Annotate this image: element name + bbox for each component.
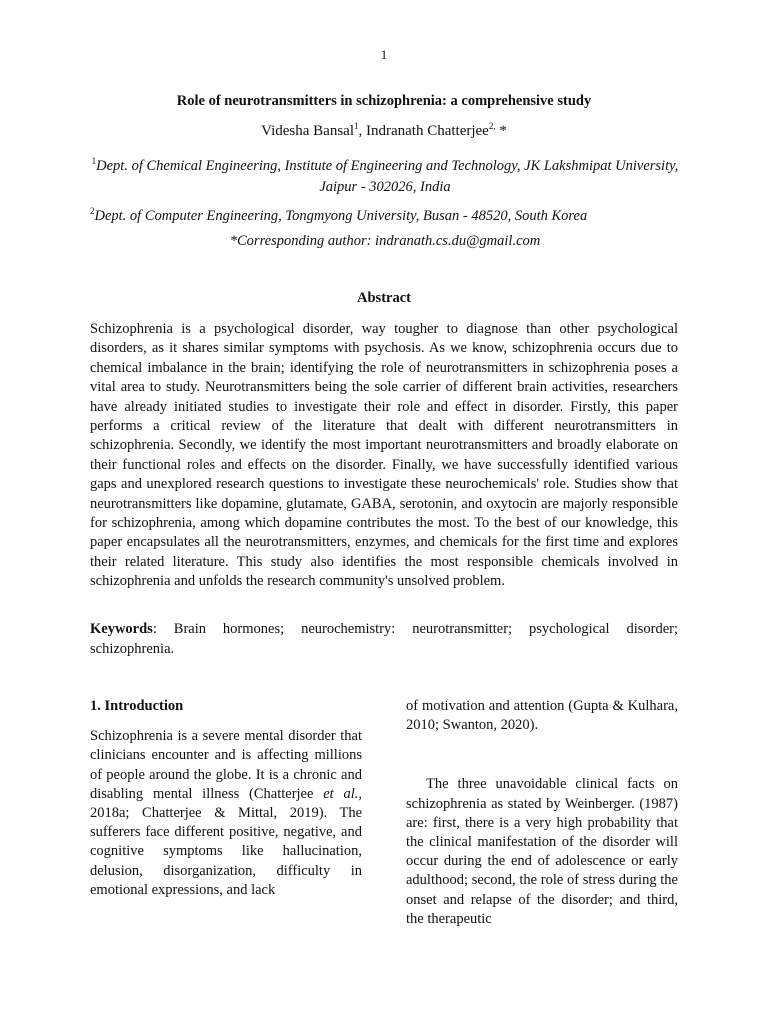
left-column (90, 697, 362, 900)
affiliation-text: Dept. of Chemical Engineering, Institute of Engineering and Technology, JK Lakshmipat University, Jaipur - 302026, India (96, 157, 679, 195)
citation-etal: et al., (323, 785, 362, 802)
affiliation-number: 1 (91, 156, 97, 166)
author-name: Indranath Chatterjee (365, 123, 489, 139)
paragraph-text: 2018a; Chatterjee & Mittal, 2019). The sufferers face different positive, negative, and cognitive symptoms like hallucination, delusion, disorganization, difficulty in emotional expressions, and lack (90, 805, 362, 898)
author-separator: , (358, 123, 366, 139)
keywords-text: : Brain hormones; neurochemistry: neurotransmitter; psychological disorder; schizophrenia. (90, 621, 678, 657)
author-name: Videsha Bansal (261, 123, 354, 139)
paragraph (90, 727, 362, 900)
section-heading: 1. Introduction (90, 698, 184, 714)
abstract-text: Schizophrenia is a psychological disorder, way tougher to diagnose than other psychological disorders, as it shares similar symptoms with psychosis. As we know, schizophrenia occurs due to chemical imbalance in the brain; identifying the role of neurotransmitters in schizophrenia poses a vital area to study. Neurotransmitters being the sole carrier of different brain activities, researchers have already initiated studies to investigate their role and effect in disorder. Firstly, this paper performs a critical review of the literature that dealt with different neurotransmitters in schizophrenia. Secondly, we identify the most important neurotransmitters and broadly elaborate on their functional roles and effects on the disorder. Finally, we have successfully identified various gaps and unexplored research questions to investigate these neurochemicals' role. Studies show that neurotransmitters like dopamine, glutamate, GABA, serotonin, and oxytocin are majorly responsible for schizophrenia, among which dopamine contributes the most. To the best of our knowledge, this paper encapsulates all the neurotransmitters, enzymes, and chemicals for the first time and explores their related literature. This study also identifies the most responsible chemicals involved in schizophrenia and unfolds the research community's unsolved problem. (90, 321, 678, 590)
corresponding-mark: * (495, 123, 507, 139)
corresponding-author: *Corresponding author: indranath.cs.du@gmail.com (229, 233, 541, 249)
abstract-heading: Abstract (357, 290, 411, 306)
paragraph: The three unavoidable clinical facts on schizophrenia as stated by Weinberger. (1987) are: first, there is a very high probability that the clinical manifestation of the disorder will occur during the end of adolescence or early adulthood; second, the role of stress during the onset and relapse of the disorder; and third, the therapeutic (406, 776, 678, 927)
affiliation-1 (90, 151, 680, 198)
affiliation-text: Dept. of Computer Engineering, Tongmyong University, Busan - 48520, South Korea (94, 207, 588, 224)
author-list (0, 121, 768, 140)
paragraph: of motivation and attention (Gupta & Kulhara, 2010; Swanton, 2020). (406, 698, 678, 734)
affiliation-marker: 2, (488, 121, 496, 131)
affiliation-2 (90, 201, 680, 227)
right-column (406, 697, 678, 929)
paragraph-text: Schizophrenia is a severe mental disorder that clinicians encounter and is affecting millions of people around the globe. It is a chronic and disabling mental illness (Chatterjee (90, 728, 362, 802)
keywords (90, 619, 678, 659)
affiliation-number: 2 (90, 206, 95, 216)
page-number: 1 (380, 47, 388, 62)
paragraph-gap (406, 735, 678, 775)
keywords-label: Keywords (90, 621, 153, 637)
paper-title: Role of neurotransmitters in schizophrenia: a comprehensive study (176, 93, 592, 109)
affiliation-marker: 1 (353, 121, 359, 131)
